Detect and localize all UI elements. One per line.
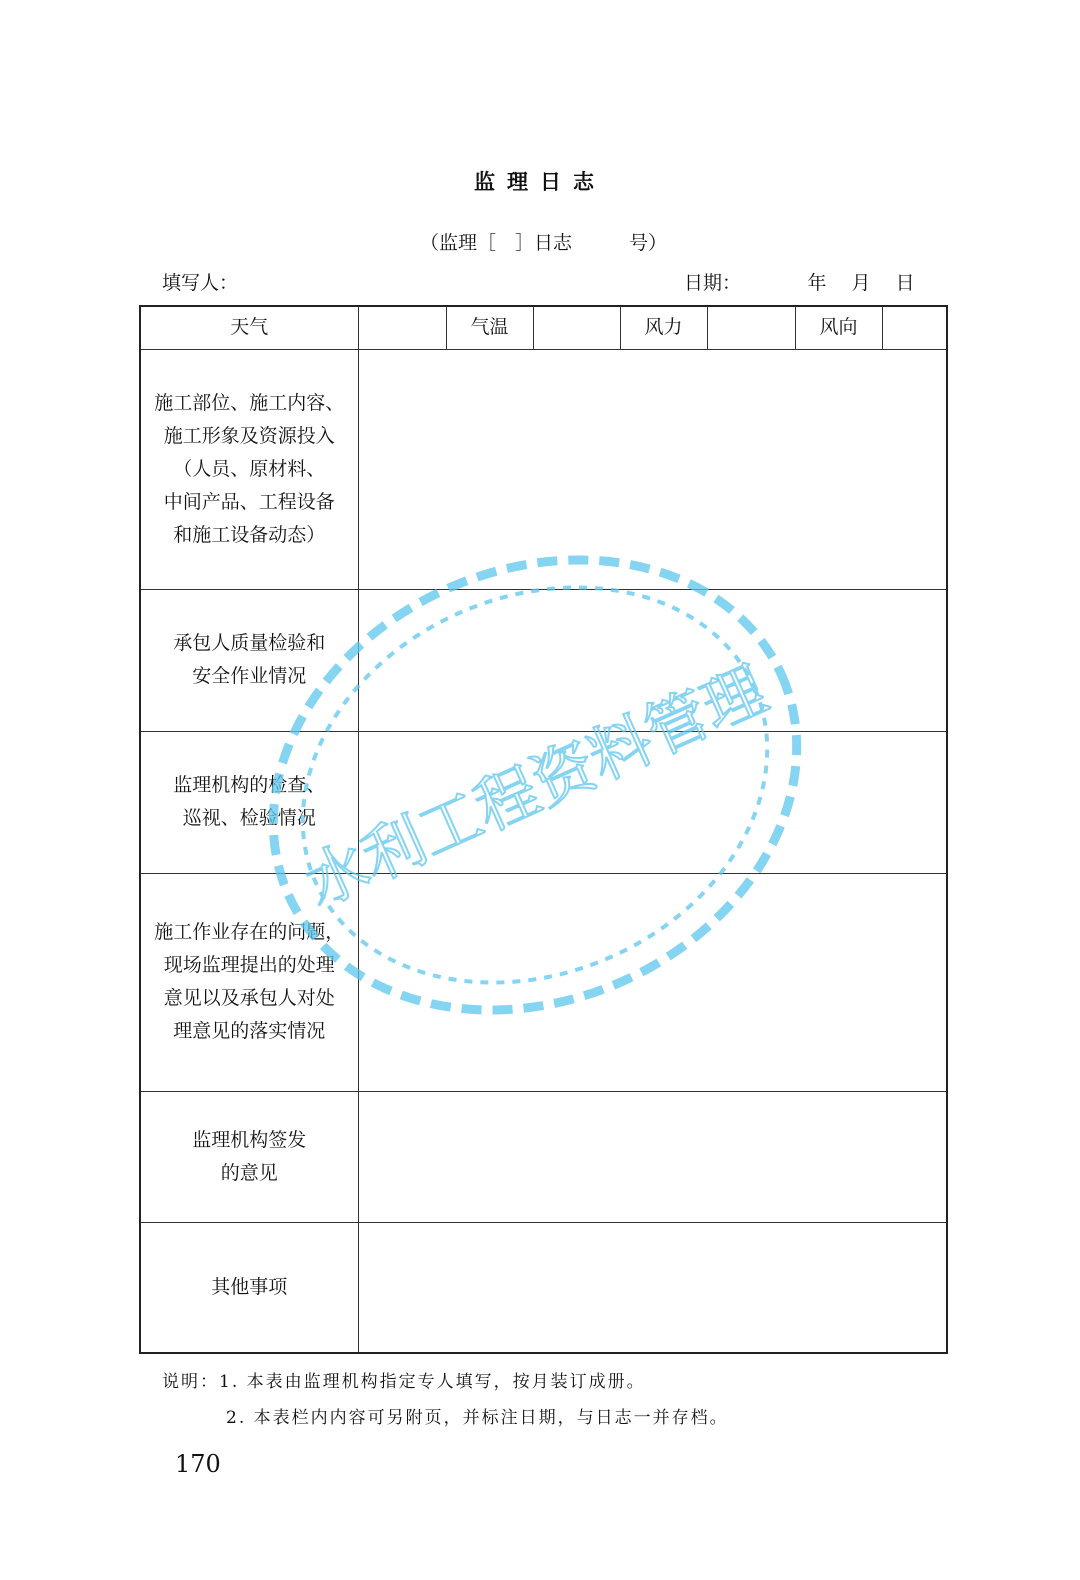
problems-handling-label: 施工作业存在的问题， 现场监理提出的处理 意见以及承包人对处 理意见的落实情况 [140, 873, 358, 1091]
table-row [140, 1222, 947, 1353]
construction-progress-label: 施工部位、施工内容、 施工形象及资源投入 （人员、原材料、 中间产品、工程设备 和施工设备动态） [140, 349, 358, 589]
contractor-quality-label: 承包人质量检验和 安全作业情况 [140, 589, 358, 731]
table-row [140, 731, 947, 873]
note-line-1: 说明：1. 本表由监理机构指定专人填写，按月装订成册。 [162, 1372, 646, 1392]
wind-direction-label: 风向 [795, 306, 882, 349]
watermark-text: 水利工程资料管理 [294, 652, 778, 921]
date-label: 日期： 年 月 日 [684, 272, 915, 294]
wind-direction-value-cell[interactable] [882, 306, 947, 349]
table-row [140, 349, 947, 589]
supervision-inspection-label: 监理机构的检查、 巡视、检验情况 [140, 731, 358, 873]
notes [162, 1364, 729, 1436]
construction-progress-cell[interactable] [358, 349, 947, 589]
wind-force-label: 风力 [620, 306, 707, 349]
issued-opinions-cell[interactable] [358, 1091, 947, 1222]
wind-force-value-cell[interactable] [707, 306, 795, 349]
temperature-value-cell[interactable] [533, 306, 620, 349]
note-line-2: 2. 本表栏内内容可另附页，并标注日期，与日志一并存档。 [226, 1408, 729, 1428]
problems-handling-cell[interactable] [358, 873, 947, 1091]
filler-label: 填写人： [162, 272, 239, 294]
weather-label: 天气 [140, 306, 358, 349]
weather-value-cell[interactable] [358, 306, 446, 349]
weather-row [140, 306, 947, 349]
contractor-quality-cell[interactable] [358, 589, 947, 731]
page-number: 170 [175, 1450, 221, 1478]
issued-opinions-label: 监理机构签发 的意见 [140, 1091, 358, 1222]
table-row [140, 1091, 947, 1222]
other-matters-cell[interactable] [358, 1222, 947, 1353]
supervision-inspection-cell[interactable] [358, 731, 947, 873]
table-row [140, 589, 947, 731]
supervision-log-table [139, 305, 948, 1354]
other-matters-label: 其他事项 [140, 1222, 358, 1353]
table-row [140, 873, 947, 1091]
log-number-line: （监理［ ］日志 号） [420, 232, 668, 254]
temperature-label: 气温 [446, 306, 533, 349]
page-title: 监理日志 [474, 169, 606, 194]
